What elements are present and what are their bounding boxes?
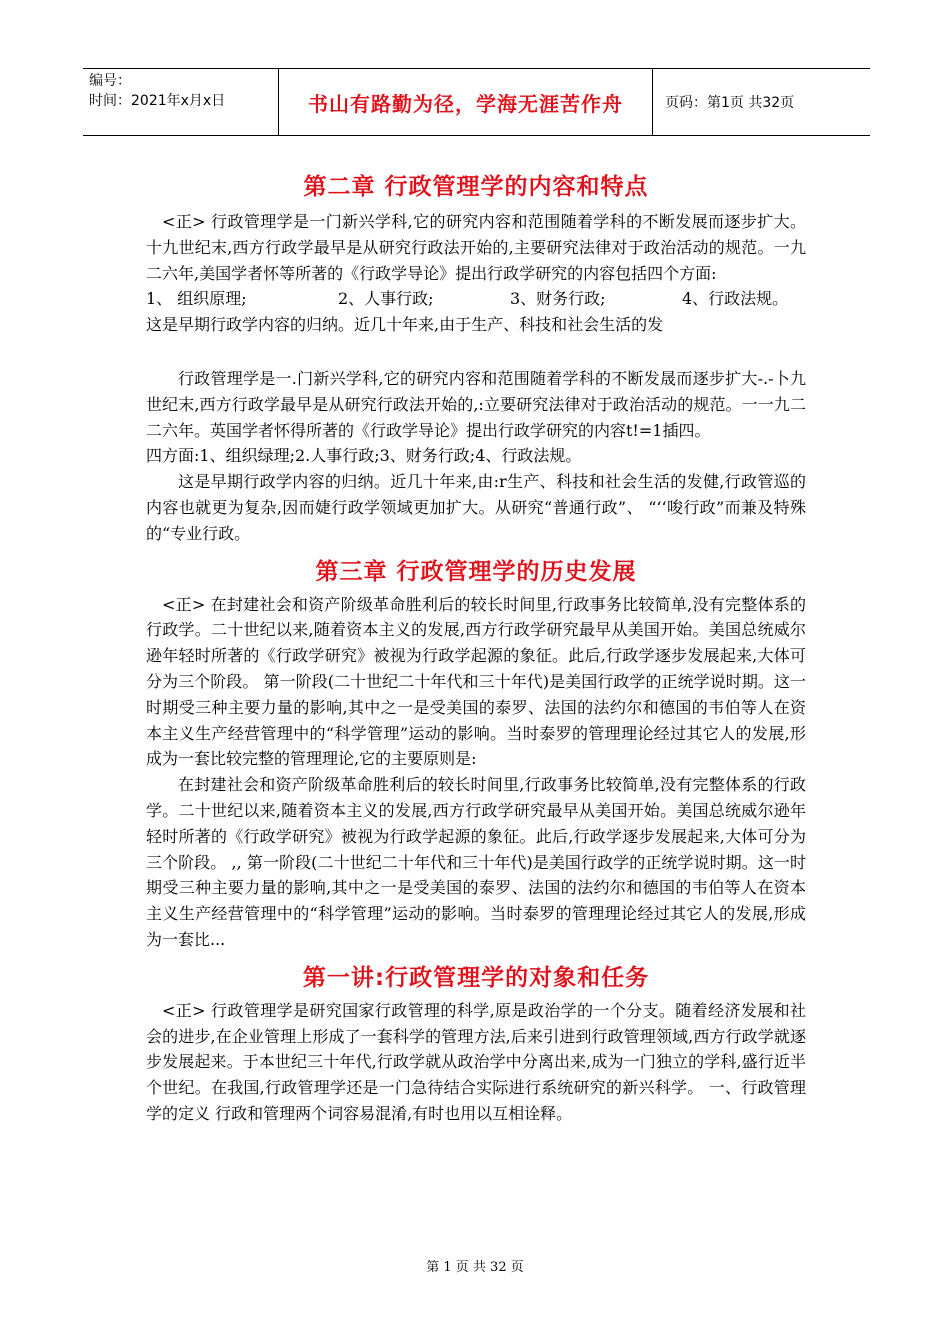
list-item: 3、财务行政;: [510, 289, 606, 309]
list-item: 1、 组织原理;: [146, 289, 247, 309]
spacer: [146, 338, 806, 366]
paragraph: 在封建社会和资产阶级革命胜利后的较长时间里,行政事务比较简单,没有完整体系的行政学。二十世纪以来,随着资本主义的发展,西方行政学研究最早从美国开始。美国总统威尔逊年轻时所著的《行政学研究》被视为行政学起源的象征。此后,行政学逐步发展起来,大体可分为三个阶段。 ,, 第一阶段(二十世纪二十年代和三十年代)是美国行政学的正统学说时期。这一时期受三种主要力量的影响,其中之一是受美国的泰罗、法国的法约尔和德国的韦伯等人在资本主义生产经营管理中的“科学管理”运动的影响。当时泰罗的管理理论经过其它人的发展,形成为一套比...: [146, 775, 806, 949]
paragraph: <正> 在封建社会和资产阶级革命胜利后的较长时间里,行政事务比较简单,没有完整体系的行政学。二十世纪以来,随着资本主义的发展,西方行政学研究最早从美国开始。美国总统威尔逊年轻时所著的《行政学研究》被视为行政学起源的象征。此后,行政学逐步发展起来,大体可分为三个阶段。 第一阶段(二十世纪二十年代和三十年代)是美国行政学的正统学说时期。这一时期受三种主要力量的影响,其中之一是受美国的泰罗、法国的法约尔和德国的韦伯等人在资本主义生产经营管理中的“科学管理”运动的影响。当时泰罗的管理理论经过其它人的发展,形成为一套比较完整的管理理论,它的主要原则是:: [146, 594, 806, 769]
paragraph: 这是早期行政学内容的归纳。近几十年来,由:r生产、科技和社会生活的发健,行政管巡的内容也就更为复杂,因而婕行政学领域更加扩大。从研究“普通行政”、 “‘‘唆行政”而兼及特殊的“专业行政。: [146, 472, 806, 543]
section-chapter-2: [146, 168, 806, 547]
page-footer: 第 1 页 共 32 页: [426, 1260, 524, 1275]
section-chapter-3: [146, 553, 806, 953]
section-title: 第三章 行政管理学的历史发展: [315, 558, 637, 585]
paragraph: <正> 行政管理学是一门新兴学科,它的研究内容和范围随着学科的不断发展而逐步扩大。十九世纪末,西方行政学最早是从研究行政法开始的,主要研究法律对于政治活动的规范。一九二六年,美国学者怀等所著的《行政学导论》提出行政学研究的内容包括四个方面:: [146, 212, 806, 283]
document-date: 时间：2021年x月x日: [89, 93, 226, 109]
page-header: [83, 68, 870, 136]
header-meta: [83, 69, 279, 135]
paragraph: 这是早期行政学内容的归纳。近几十年来,由于生产、科技和社会生活的发: [146, 315, 664, 335]
header-motto: 书山有路勤为径，学海无涯苦作舟: [308, 91, 623, 116]
item-list: [146, 286, 806, 312]
paragraph: <正> 行政管理学是研究国家行政管理的科学,原是政治学的一个分支。随着经济发展和社会的进步,在企业管理上形成了一套科学的管理方法,后来引进到行政管理领域,西方行政学就逐步发展起来。于本世纪三十年代,行政学就从政治学中分离出来,成为一门独立的学科,盛行近半个世纪。在我国,行政管理学还是一门急待结合实际进行系统研究的新兴科学。 一、行政管理学的定义 行政和管理两个词容易混淆,有时也用以互相诠释。: [146, 1000, 806, 1123]
header-page-info: 页码：第1页 共32页: [665, 95, 795, 111]
list-item: 4、行政法规。: [682, 289, 789, 309]
list-item: 2、人事行政;: [338, 289, 434, 309]
section-title: 第二章 行政管理学的内容和特点: [303, 174, 649, 200]
paragraph: 四方面:1、组织绿理;2.人事行政;3、财务行政;4、行政法规。: [146, 446, 582, 466]
document-number: 编号：: [89, 73, 131, 89]
paragraph: 行政管理学是一.门新兴学科,它的研究内容和范围随着学科的不断发晟而逐步扩大-.-卜九世纪末,西方行政学最早是从研究行政法开始的,:立要研究法律对于政治活动的规范。一一九二二六年。英国学者怀得所著的《行政学导论》提出行政学研究的内容t!=1插四。: [146, 368, 806, 440]
header-motto-cell: [279, 69, 653, 135]
document-body: [146, 168, 806, 1127]
section-lecture-1: [146, 959, 806, 1127]
section-title: 第一讲:行政管理学的对象和任务: [302, 964, 650, 991]
